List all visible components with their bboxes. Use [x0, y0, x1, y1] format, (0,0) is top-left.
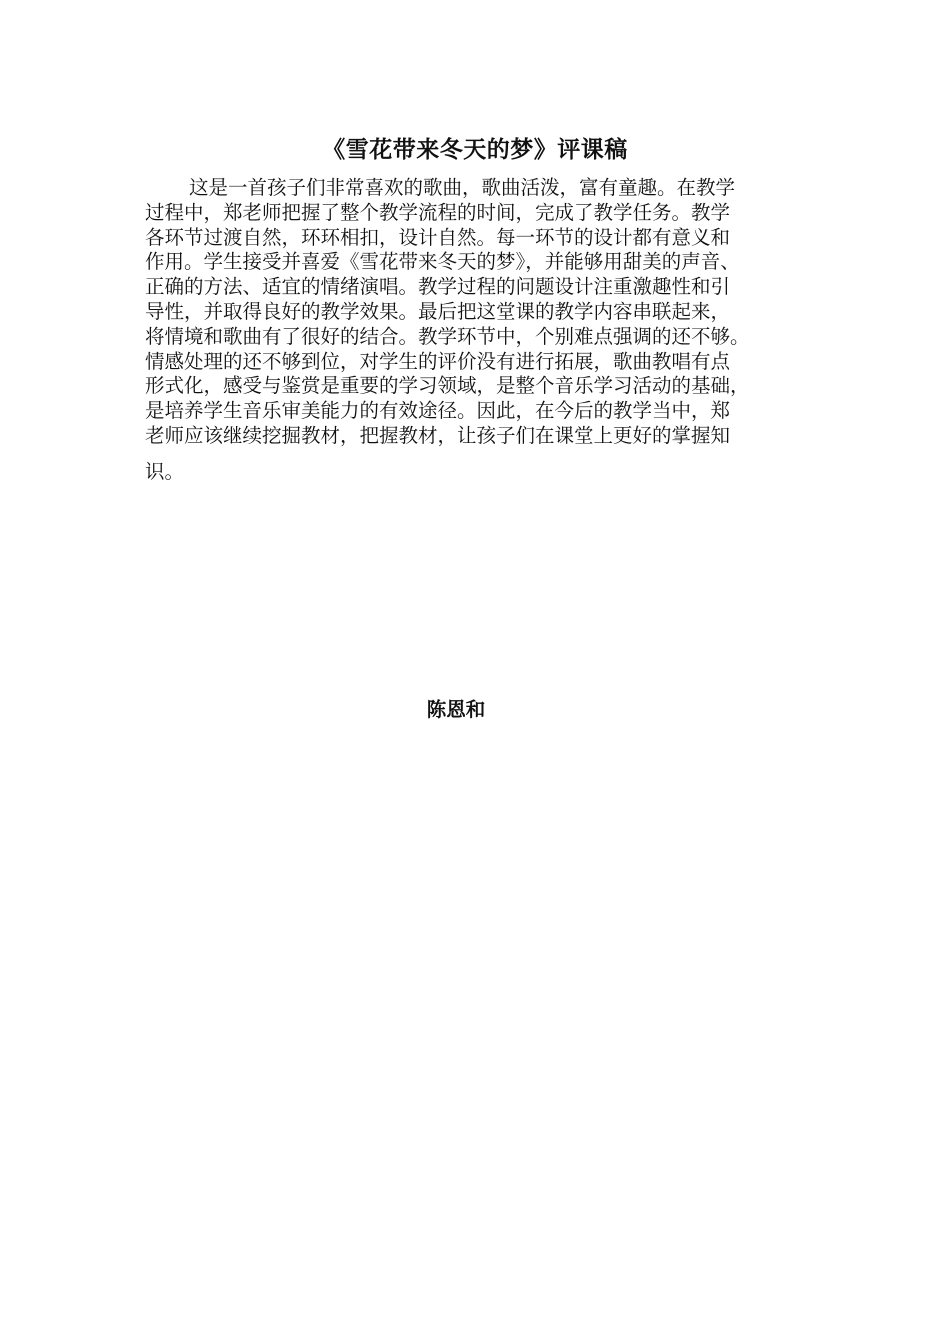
body-line: 老师应该继续挖掘教材，把握教材，让孩子们在课堂上更好的掌握知	[145, 423, 731, 447]
body-line: 作用。学生接受并喜爱《雪花带来冬天的梦》，并能够用甜美的声音、	[145, 250, 740, 274]
body-line: 识。	[145, 459, 185, 483]
body-line: 导性，并取得良好的教学效果。最后把这堂课的教学内容串联起来，	[145, 299, 731, 323]
document-body	[145, 176, 825, 485]
body-line: 形式化，感受与鉴赏是重要的学习领域，是整个音乐学习活动的基础，	[145, 374, 750, 398]
body-line: 各环节过渡自然，环环相扣，设计自然。每一环节的设计都有意义和	[145, 225, 731, 249]
body-line: 正确的方法、适宜的情绪演唱。教学过程的问题设计注重激趣性和引	[145, 275, 731, 299]
body-line: 情感处理的还不够到位，对学生的评价没有进行拓展，歌曲教唱有点	[145, 349, 731, 373]
document-title: 《雪花带来冬天的梦》评课稿	[322, 136, 628, 163]
body-line: 过程中，郑老师把握了整个教学流程的时间，完成了教学任务。教学	[145, 200, 731, 224]
body-line: 是培养学生音乐审美能力的有效途径。因此，在今后的教学当中，郑	[145, 399, 731, 423]
author-signature: 陈恩和	[426, 698, 486, 721]
body-line: 这是一首孩子们非常喜欢的歌曲，歌曲活泼，富有童趣。在教学	[189, 176, 736, 199]
body-line: 将情境和歌曲有了很好的结合。教学环节中，个别难点强调的还不够。	[145, 324, 750, 348]
